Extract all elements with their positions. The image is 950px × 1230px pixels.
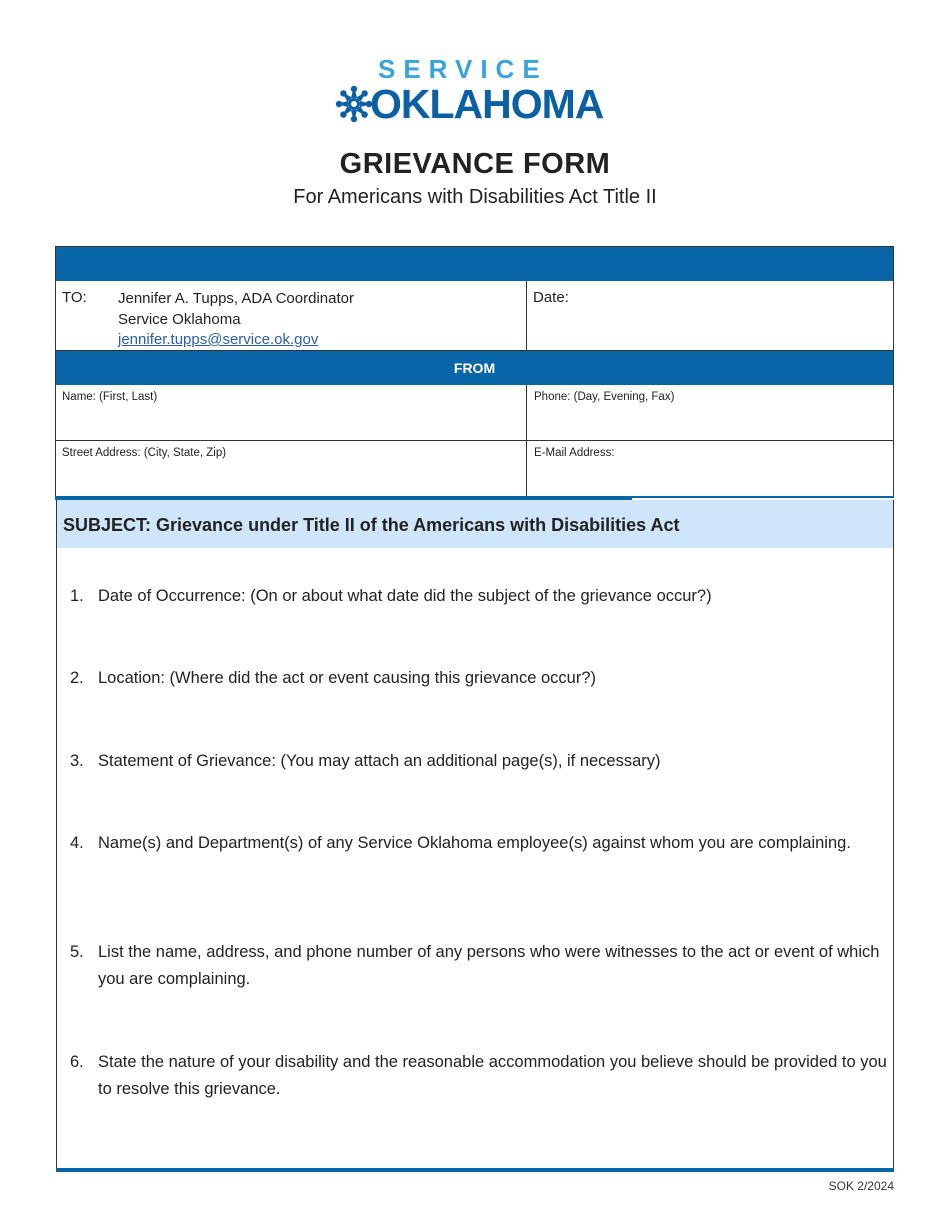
question-number: 3.	[70, 752, 84, 770]
to-cell	[56, 281, 527, 350]
to-recipient	[118, 289, 354, 351]
address-field-label: Street Address: (City, State, Zip)	[62, 447, 227, 459]
service-oklahoma-logo	[0, 52, 950, 132]
phone-field-label: Phone: (Day, Evening, Fax)	[534, 391, 675, 403]
table-header-bar	[56, 247, 893, 281]
subject-heading: SUBJECT: Grievance under Title II of the Americans with Disabilities Act	[63, 515, 680, 535]
name-field-label: Name: (First, Last)	[62, 391, 158, 403]
question-number: 2.	[70, 669, 84, 687]
question-number: 6.	[70, 1053, 84, 1071]
question-text: Statement of Grievance: (You may attach an additional page(s), if necessary)	[98, 752, 661, 770]
question-text: State the nature of your disability and the reasonable accommodation you believe should be provided to you to resolve this grievance.	[98, 1053, 887, 1098]
logo-oklahoma-word: OKLAHOMA	[370, 81, 604, 127]
to-label: TO:	[62, 289, 87, 306]
to-row	[56, 281, 893, 351]
logo-service-word: SERVICE	[378, 54, 548, 84]
form-code: SOK 2/2024	[828, 1179, 894, 1193]
question-number: 1.	[70, 587, 84, 605]
email-field-label: E-Mail Address:	[534, 447, 615, 459]
recipient-name: Jennifer A. Tupps, ADA Coordinator	[118, 290, 354, 307]
contact-table	[55, 246, 894, 497]
question-text: List the name, address, and phone number of any persons who were witnesses to the act or event of which you are complaining.	[98, 943, 880, 988]
from-heading: FROM	[56, 351, 893, 385]
logo-oklahoma-row	[334, 82, 603, 126]
question-number: 4.	[70, 834, 84, 852]
question-text: Location: (Where did the act or event causing this grievance occur?)	[98, 669, 597, 687]
date-field-label: Date:	[533, 289, 569, 306]
subject-heading-bar	[57, 500, 893, 548]
oklahoma-star-logo-icon	[334, 84, 374, 124]
question-text: Date of Occurrence: (On or about what date did the subject of the grievance occur?)	[98, 587, 712, 605]
bottom-rule	[56, 1168, 894, 1172]
question-number: 5.	[70, 943, 84, 961]
recipient-email-link[interactable]: jennifer.tupps@service.ok.gov	[118, 331, 319, 348]
from-row-address-email	[56, 441, 893, 496]
page-subtitle: For Americans with Disabilities Act Title II	[293, 186, 657, 208]
question-text: Name(s) and Department(s) of any Service Oklahoma employee(s) against whom you are complaining.	[98, 834, 851, 852]
recipient-org: Service Oklahoma	[118, 310, 241, 328]
divider-rule-thin	[632, 496, 894, 498]
page-title: GRIEVANCE FORM	[339, 148, 611, 180]
from-row-name-phone	[56, 385, 893, 441]
